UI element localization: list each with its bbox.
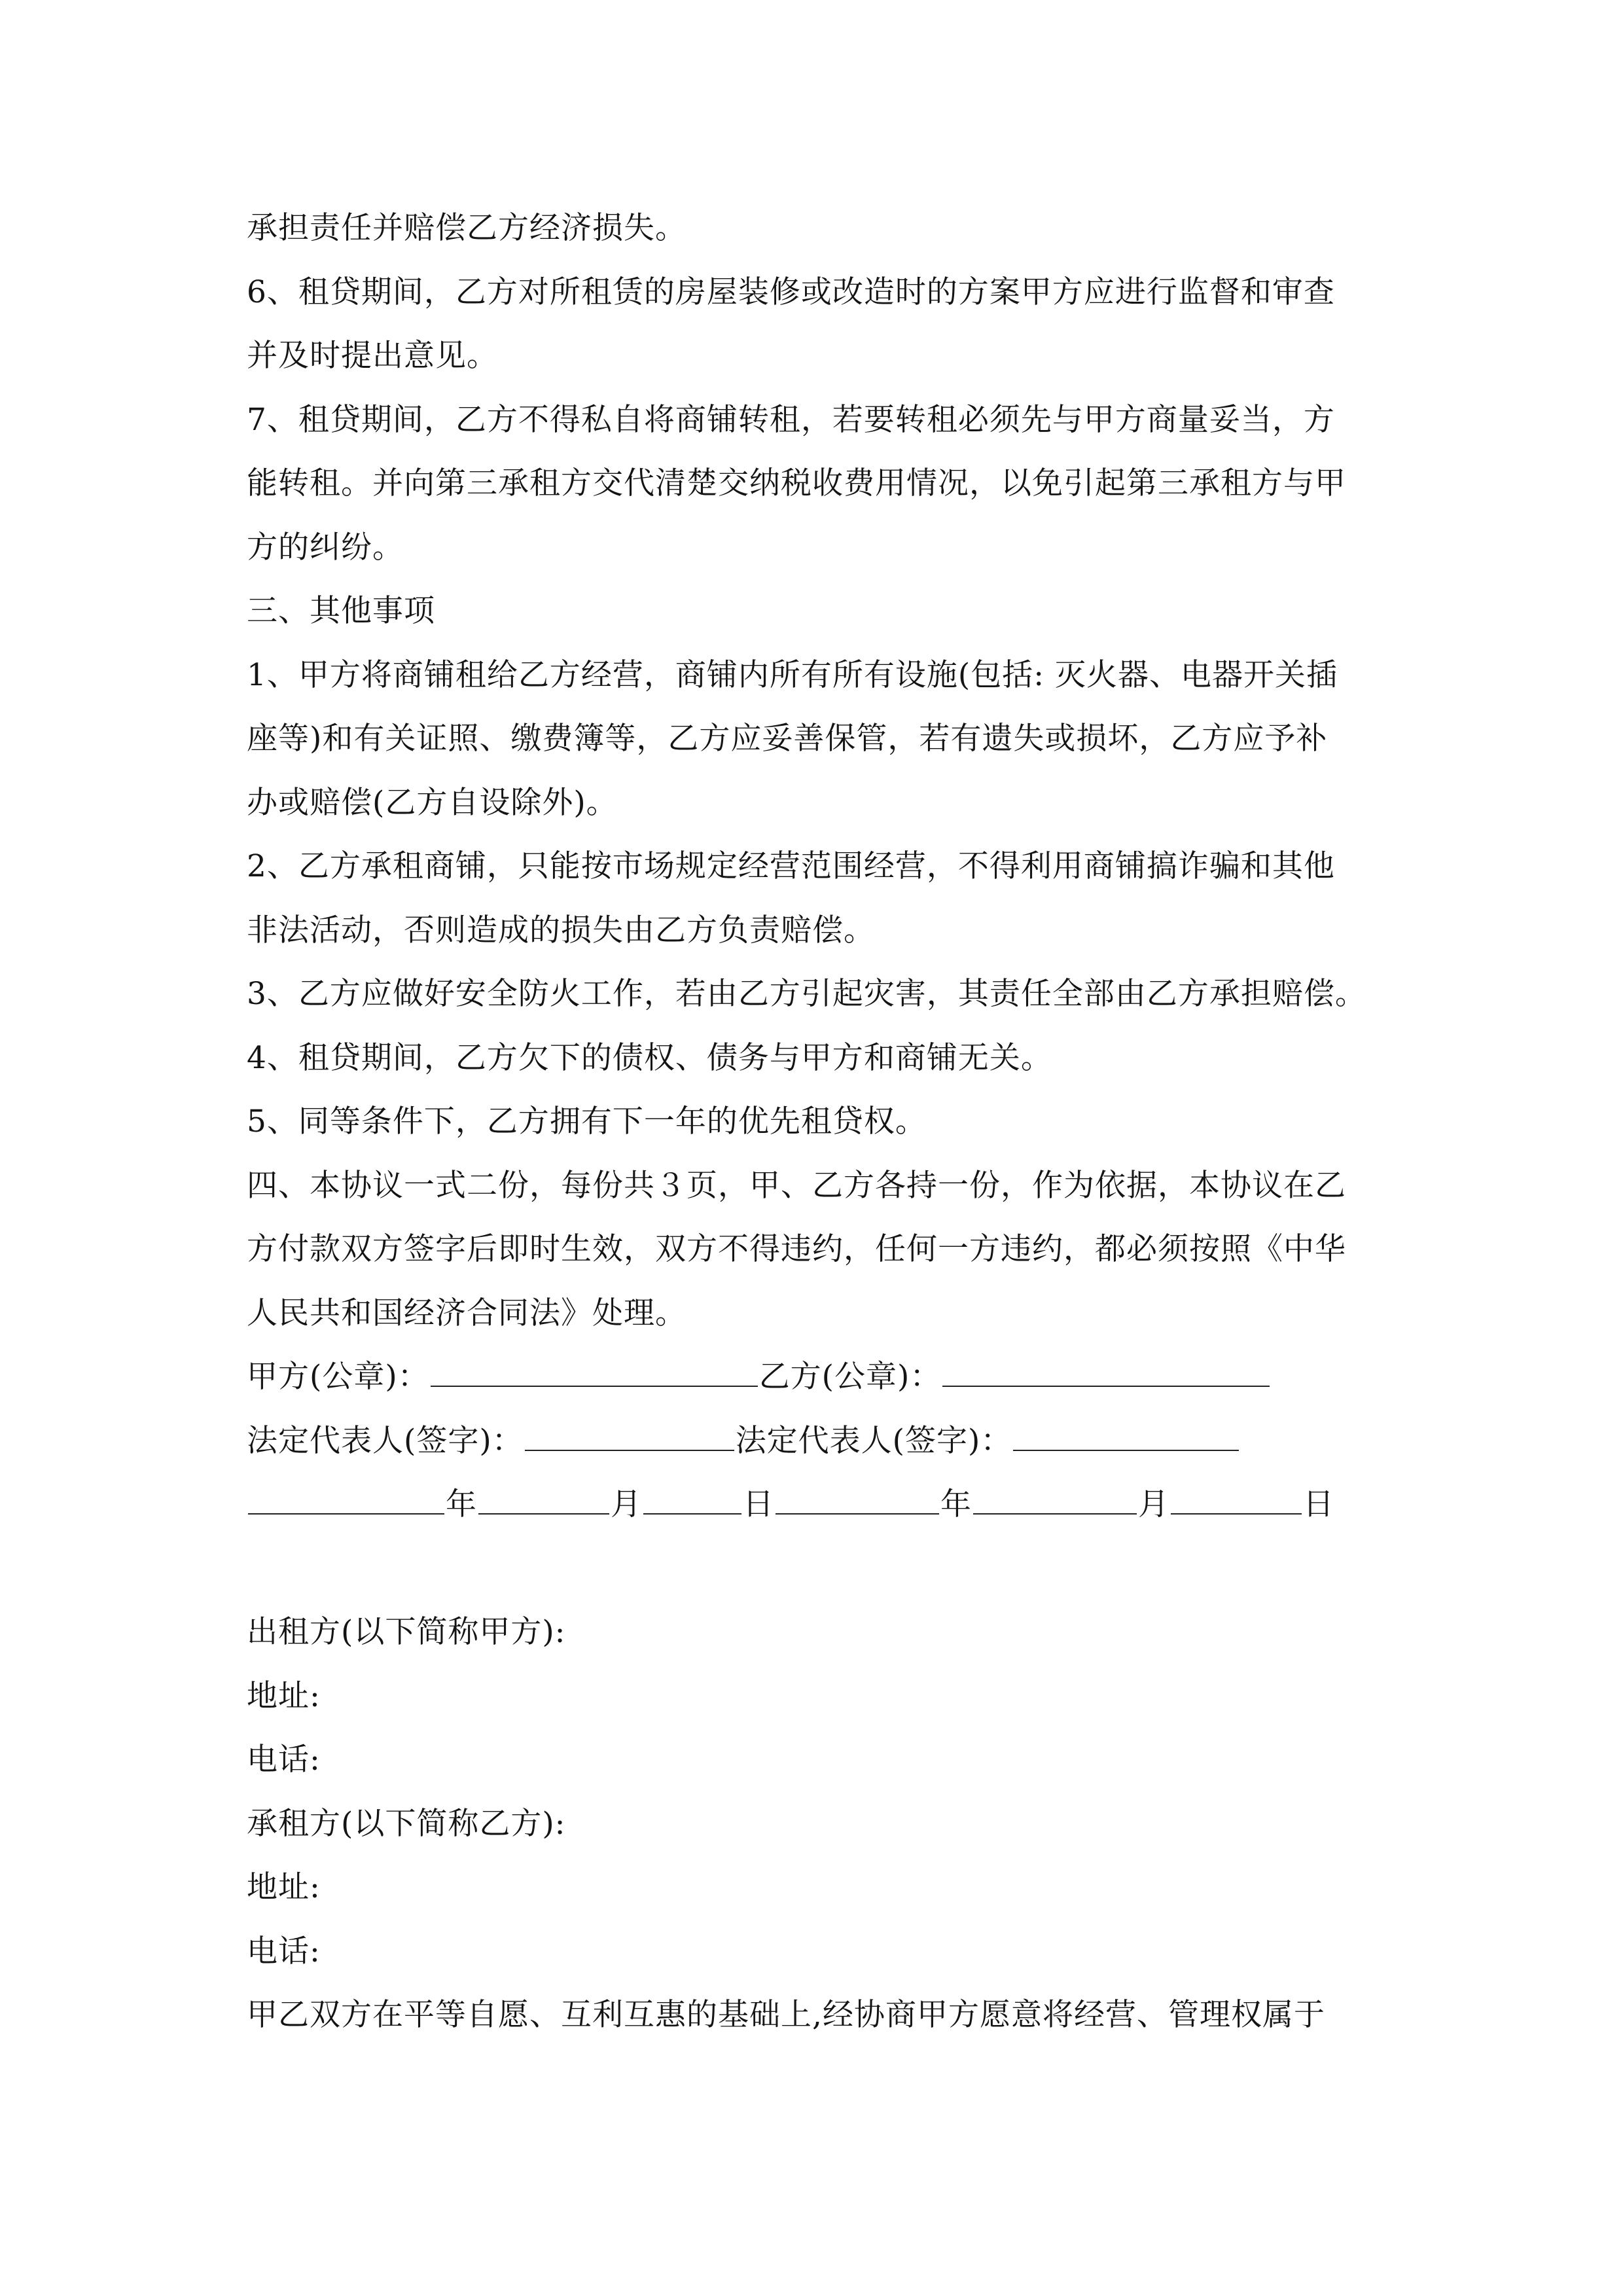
year-a-blank[interactable] bbox=[248, 1475, 444, 1515]
paragraph-line: 4、租贷期间，乙方欠下的债权、债务与甲方和商铺无关。 bbox=[247, 1039, 1052, 1076]
lessee-phone-label: 电话: bbox=[247, 1933, 321, 1969]
lessor-address-label: 地址: bbox=[247, 1677, 321, 1714]
paragraph-line: 人民共和国经济合同法》处理。 bbox=[247, 1295, 687, 1331]
seal-line bbox=[247, 1345, 1382, 1409]
party-b-seal-label: 乙方(公章)： bbox=[758, 1359, 942, 1395]
paragraph-line: 四、本协议一式二份，每份共３页，甲、乙方各持一份，作为依据，本协议在乙 bbox=[247, 1167, 1346, 1204]
lessor-phone-label: 电话: bbox=[247, 1742, 321, 1778]
paragraph-line: 2、乙方承租商铺，只能按市场规定经营范围经营，不得利用商铺搞诈骗和其他 bbox=[247, 848, 1335, 884]
legal-rep-line bbox=[247, 1409, 1382, 1473]
party-b-seal-blank[interactable] bbox=[942, 1348, 1270, 1387]
lessee-label: 承租方(以下简称乙方): bbox=[247, 1805, 566, 1842]
year-b-blank[interactable] bbox=[776, 1475, 939, 1515]
paragraph-line: 7、租贷期间，乙方不得私自将商铺转租，若要转租必须先与甲方商量妥当，方 bbox=[247, 401, 1335, 438]
party-a-seal-blank[interactable] bbox=[431, 1348, 758, 1387]
day-label: 日 bbox=[743, 1486, 774, 1522]
legal-rep-a-blank[interactable] bbox=[525, 1412, 734, 1451]
day-b-blank[interactable] bbox=[1171, 1475, 1302, 1515]
paragraph-line: 承担责任并赔偿乙方经济损失。 bbox=[247, 210, 687, 246]
legal-rep-b-blank[interactable] bbox=[1013, 1412, 1239, 1451]
year-label: 年 bbox=[940, 1486, 972, 1522]
section-heading: 三、其他事项 bbox=[247, 593, 435, 629]
day-label: 日 bbox=[1303, 1486, 1334, 1522]
year-label: 年 bbox=[446, 1486, 477, 1522]
paragraph-line: 3、乙方应做好安全防火工作，若由乙方引起灾害，其责任全部由乙方承担赔偿。 bbox=[247, 976, 1366, 1012]
legal-rep-b-label: 法定代表人(签字)： bbox=[735, 1422, 1012, 1459]
paragraph-line: 方付款双方签字后即时生效，双方不得违约，任何一方违约，都必须按照《中华 bbox=[247, 1231, 1346, 1267]
paragraph-line: 5、同等条件下，乙方拥有下一年的优先租贷权。 bbox=[247, 1103, 927, 1139]
document-body bbox=[247, 196, 1382, 2047]
lessor-label: 出租方(以下简称甲方): bbox=[247, 1614, 566, 1650]
paragraph-line: 并及时提出意见。 bbox=[247, 338, 498, 374]
month-label: 月 bbox=[611, 1486, 642, 1522]
paragraph-line: 办或赔偿(乙方自设除外)。 bbox=[247, 784, 618, 821]
day-a-blank[interactable] bbox=[643, 1475, 741, 1515]
lessee-address-label: 地址: bbox=[247, 1869, 321, 1905]
month-b-blank[interactable] bbox=[973, 1475, 1137, 1515]
intro-paragraph-line: 甲乙双方在平等自愿、互利互惠的基础上,经协商甲方愿意将经营、管理权属于 bbox=[247, 1997, 1325, 2033]
paragraph-line: 方的纠纷。 bbox=[247, 529, 404, 565]
paragraph-line: 能转租。并向第三承租方交代清楚交纳税收费用情况，以免引起第三承租方与甲 bbox=[247, 465, 1346, 501]
party-a-seal-label: 甲方(公章)： bbox=[247, 1359, 429, 1395]
legal-rep-a-label: 法定代表人(签字)： bbox=[247, 1422, 524, 1459]
month-a-blank[interactable] bbox=[478, 1475, 609, 1515]
spacer bbox=[247, 1537, 1382, 1601]
paragraph-line: 6、租贷期间，乙方对所租赁的房屋装修或改造时的方案甲方应进行监督和审查 bbox=[247, 274, 1335, 310]
month-label: 月 bbox=[1138, 1486, 1169, 1522]
paragraph-line: 座等)和有关证照、缴费簿等，乙方应妥善保管，若有遗失或损坏，乙方应予补 bbox=[247, 721, 1328, 757]
paragraph-line: 非法活动，否则造成的损失由乙方负责赔偿。 bbox=[247, 912, 875, 948]
paragraph-line: 1、甲方将商铺租给乙方经营，商铺内所有所有设施(包括: 灭火器、电器开关插 bbox=[247, 656, 1338, 693]
date-line bbox=[247, 1473, 1382, 1537]
